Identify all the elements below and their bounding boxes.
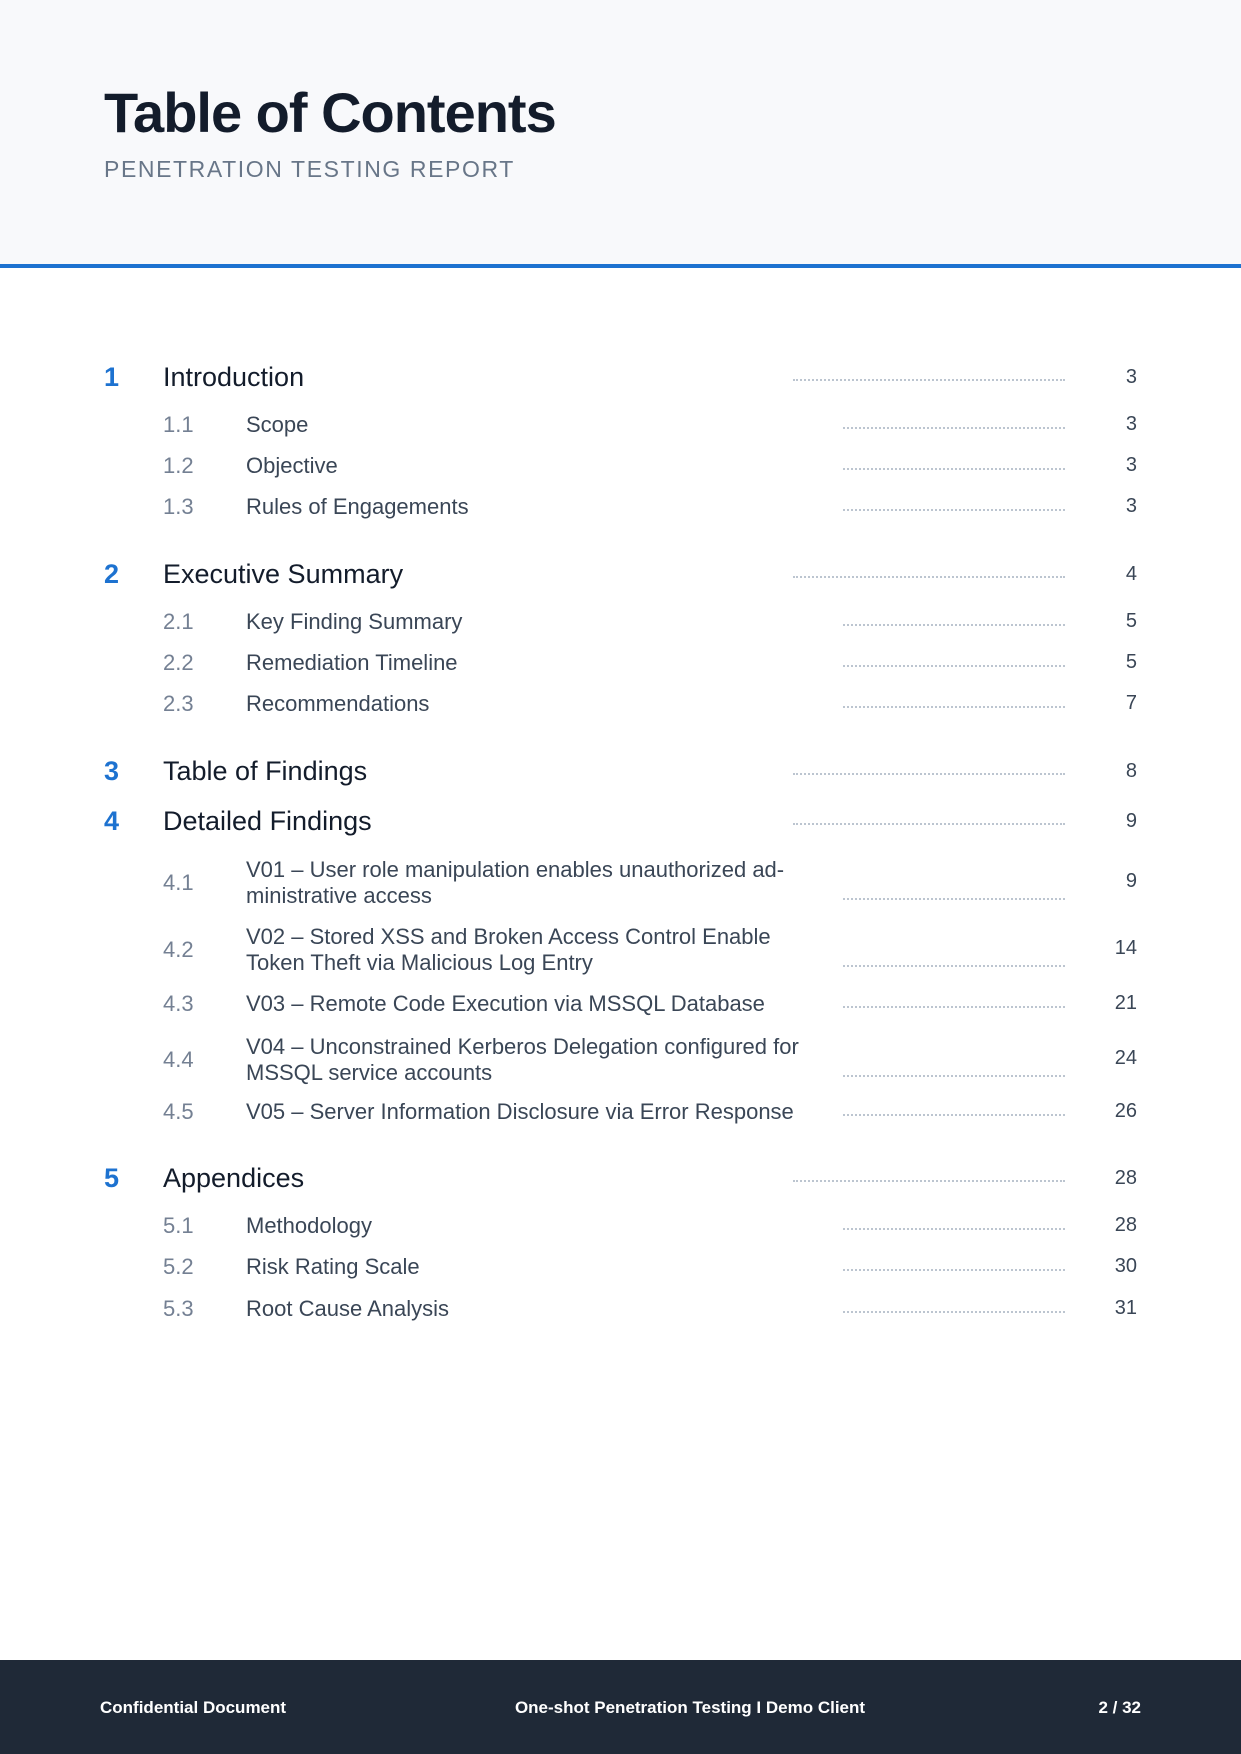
toc-subsection-number: 5.1 bbox=[163, 1213, 194, 1238]
toc-subsection-number: 1.1 bbox=[163, 412, 194, 437]
page-title: Table of Contents bbox=[104, 81, 556, 144]
page-header bbox=[0, 0, 1241, 268]
toc-leader-dots bbox=[843, 706, 1065, 708]
toc-subsection-title: Root Cause Analysis bbox=[246, 1296, 449, 1321]
toc-subsection-title: Scope bbox=[246, 412, 309, 437]
toc-page-number: 28 bbox=[1114, 1167, 1137, 1189]
toc-section-title: Introduction bbox=[163, 362, 305, 392]
toc-page-number: 3 bbox=[1125, 366, 1137, 388]
toc-subsection-title: V02 – Stored XSS and Broken Access Control Enable Token Theft via Malicious Log Entry bbox=[246, 924, 771, 975]
footer-page-number: 2 / 32 bbox=[1098, 1698, 1141, 1717]
toc-section-title: Detailed Findings bbox=[163, 806, 372, 836]
toc-page-number: 5 bbox=[1125, 651, 1137, 673]
toc-leader-dots bbox=[843, 624, 1065, 626]
toc-subsection-title: Recommendations bbox=[246, 691, 430, 716]
toc-page-number: 3 bbox=[1125, 495, 1137, 517]
toc-subsection-title: V01 – User role manipulation enables unauthorized ad-ministrative access bbox=[246, 857, 785, 908]
toc-subsection-number: 4.2 bbox=[163, 937, 194, 962]
toc-leader-dots bbox=[793, 1180, 1065, 1182]
toc-leader-dots bbox=[843, 427, 1065, 429]
toc-subsection-title: V05 – Server Information Disclosure via Error Response bbox=[246, 1099, 794, 1124]
toc-section-title: Executive Summary bbox=[163, 559, 404, 589]
toc-page-number: 24 bbox=[1114, 1047, 1137, 1069]
toc-page-number: 21 bbox=[1114, 992, 1137, 1014]
toc-leader-dots bbox=[843, 509, 1065, 511]
toc-page-number: 28 bbox=[1114, 1214, 1137, 1236]
toc-section-title: Appendices bbox=[163, 1163, 305, 1193]
toc-leader-dots bbox=[793, 379, 1065, 381]
toc-subsection-title: Rules of Engagements bbox=[246, 494, 469, 519]
toc-page-number: 14 bbox=[1114, 937, 1137, 959]
toc-subsection-number: 2.2 bbox=[163, 650, 194, 675]
toc-page-number: 8 bbox=[1125, 760, 1137, 782]
toc-subsection-title: Risk Rating Scale bbox=[246, 1254, 420, 1279]
toc-leader-dots bbox=[843, 898, 1065, 900]
toc-subsection-number: 4.5 bbox=[163, 1099, 194, 1124]
toc-page-number: 9 bbox=[1125, 870, 1137, 892]
toc-leader-dots bbox=[843, 1311, 1065, 1313]
toc-section-number: 3 bbox=[104, 756, 120, 786]
toc-page-number: 4 bbox=[1125, 563, 1137, 585]
toc-section-number: 5 bbox=[104, 1163, 120, 1193]
toc-page-number: 7 bbox=[1125, 692, 1137, 714]
page-subtitle: PENETRATION TESTING REPORT bbox=[104, 156, 515, 182]
toc-subsection-number: 1.3 bbox=[163, 494, 194, 519]
toc-page-number: 26 bbox=[1114, 1100, 1137, 1122]
toc-subsection-number: 5.2 bbox=[163, 1254, 194, 1279]
page-footer bbox=[0, 1660, 1241, 1754]
toc-page-number: 3 bbox=[1125, 413, 1137, 435]
toc-page-number: 9 bbox=[1125, 810, 1137, 832]
footer-confidential-label: Confidential Document bbox=[100, 1698, 287, 1717]
toc-subsection-title: V04 – Unconstrained Kerberos Delegation configured for MSSQL service accounts bbox=[246, 1034, 799, 1085]
toc-page-number: 31 bbox=[1114, 1297, 1137, 1319]
toc-subsection-title: V03 – Remote Code Execution via MSSQL Database bbox=[246, 991, 765, 1016]
toc-subsection-number: 4.3 bbox=[163, 991, 194, 1016]
toc-subsection-title: Objective bbox=[246, 453, 338, 478]
toc-subsection-title: Remediation Timeline bbox=[246, 650, 458, 675]
toc-subsection-number: 1.2 bbox=[163, 453, 194, 478]
toc-section-number: 2 bbox=[104, 559, 120, 589]
toc-section-title: Table of Findings bbox=[163, 756, 368, 786]
toc-leader-dots bbox=[843, 468, 1065, 470]
toc-subsection-title: Methodology bbox=[246, 1213, 372, 1238]
toc-leader-dots bbox=[793, 576, 1065, 578]
toc-leader-dots bbox=[793, 823, 1065, 825]
toc-leader-dots bbox=[843, 1006, 1065, 1008]
toc-subsection-number: 2.3 bbox=[163, 691, 194, 716]
toc-leader-dots bbox=[793, 773, 1065, 775]
toc-leader-dots bbox=[843, 1114, 1065, 1116]
toc-page-number: 30 bbox=[1114, 1255, 1137, 1277]
toc-subsection-number: 4.4 bbox=[163, 1047, 194, 1072]
toc-section-number: 1 bbox=[104, 362, 120, 392]
toc-subsection-title: Key Finding Summary bbox=[246, 609, 463, 634]
toc-subsection-number: 2.1 bbox=[163, 609, 194, 634]
toc-leader-dots bbox=[843, 665, 1065, 667]
footer-report-title: One-shot Penetration Testing I Demo Client bbox=[514, 1698, 866, 1717]
toc-leader-dots bbox=[843, 1228, 1065, 1230]
toc-section-number: 4 bbox=[104, 806, 120, 836]
toc-page-number: 5 bbox=[1125, 610, 1137, 632]
toc-leader-dots bbox=[843, 1269, 1065, 1271]
toc-subsection-number: 4.1 bbox=[163, 870, 194, 895]
toc-leader-dots bbox=[843, 1075, 1065, 1077]
toc-subsection-number: 5.3 bbox=[163, 1296, 194, 1321]
toc-leader-dots bbox=[843, 965, 1065, 967]
toc-page-number: 3 bbox=[1125, 454, 1137, 476]
